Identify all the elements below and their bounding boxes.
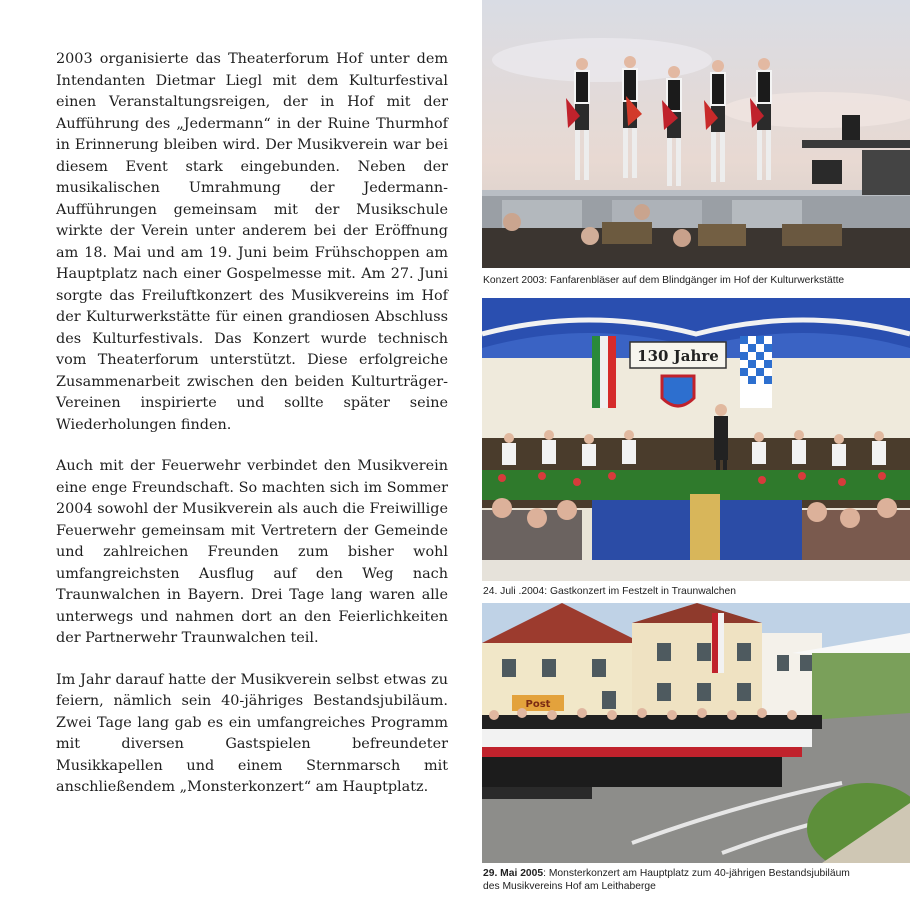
body-text-column bbox=[56, 49, 448, 819]
caption-photo-2: 24. Juli .2004: Gastkonzert im Festzelt in Traunwalchen bbox=[483, 586, 736, 597]
photo-fanfare-players bbox=[482, 0, 910, 268]
paragraph-feuerwehr: Auch mit der Feuerwehr verbindet den Musikverein eine enge Freundschaft. So machten sich im Sommer 2004 sowohl der Musikverein als auch die Freiwillige Feuerwehr gemeinsam mit Vertretern der Gemeinde und zahlreichen Freunden zum bisher wohl umfangreichsten Ausflug auf den Weg nach Traunwalchen in Bayern. Drei Tage lang waren alle unterwegs und nahmen dort an den Feierlichkeiten der Partnerwehr Traunwalchen teil. bbox=[56, 458, 448, 646]
caption-photo-3-text: : Monsterkonzert am Hauptplatz zum 40-jährigen Bestandsjubiläum bbox=[543, 868, 850, 879]
caption-photo-3-date: 29. Mai 2005 bbox=[483, 868, 544, 879]
banner-130-jahre: 130 Jahre bbox=[637, 347, 719, 365]
photo-festzelt-traunwalchen bbox=[482, 298, 910, 581]
paragraph-theaterforum: 2003 organisierte das Theaterforum Hof unter dem Intendanten Dietmar Liegl mit dem Kulturfestival einen Veranstaltungsreigen, der in Hof mit der Aufführung des „Jedermann“ in der Ruine Thurmhof in Erinnerung bleiben wird. Der Musikverein war bei diesem Event stark eingebunden. Neben der musikalischen Umrahmung der Jedermann-Aufführungen gemeinsam mit der Musikschule wirkte der Verein unter anderem bei der Eröffnung am 18. Mai und am 19. Juni beim Frühschoppen am Hauptplatz nach einer Gospelmesse mit. Am 27. Juni sorgte das Freiluftkonzert des Musikvereins im Hof der Kulturwerkstätte für einen grandiosen Abschluss des Kulturfestivals. Das Konzert wurde technisch vom Theaterforum unterstützt. Diese erfolgreiche Zusammenarbeit zwischen den beiden Kulturträger-Vereinen inspirierte und sollte später seine Wiederholungen finden. bbox=[56, 51, 448, 433]
post-sign-text: Post bbox=[525, 699, 551, 710]
caption-photo-1: Konzert 2003: Fanfarenbläser auf dem Blindgänger im Hof der Kulturwerkstätte bbox=[483, 275, 845, 286]
paragraph-jubilaeum: Im Jahr darauf hatte der Musikverein selbst etwas zu feiern, nämlich sein 40-jähriges Bestandsjubiläum. Zwei Tage lang gab es ein umfangreiches Programm mit diversen Gastspielen befreundeter Musikkapellen und einem Sternmarsch mit anschließendem „Monsterkonzert“ am Hauptplatz. bbox=[56, 671, 448, 795]
caption-photo-3 bbox=[483, 867, 903, 893]
photo-monsterkonzert-hauptplatz bbox=[482, 603, 910, 863]
caption-photo-3-line2: des Musikvereins Hof am Leithaberge bbox=[483, 881, 656, 892]
